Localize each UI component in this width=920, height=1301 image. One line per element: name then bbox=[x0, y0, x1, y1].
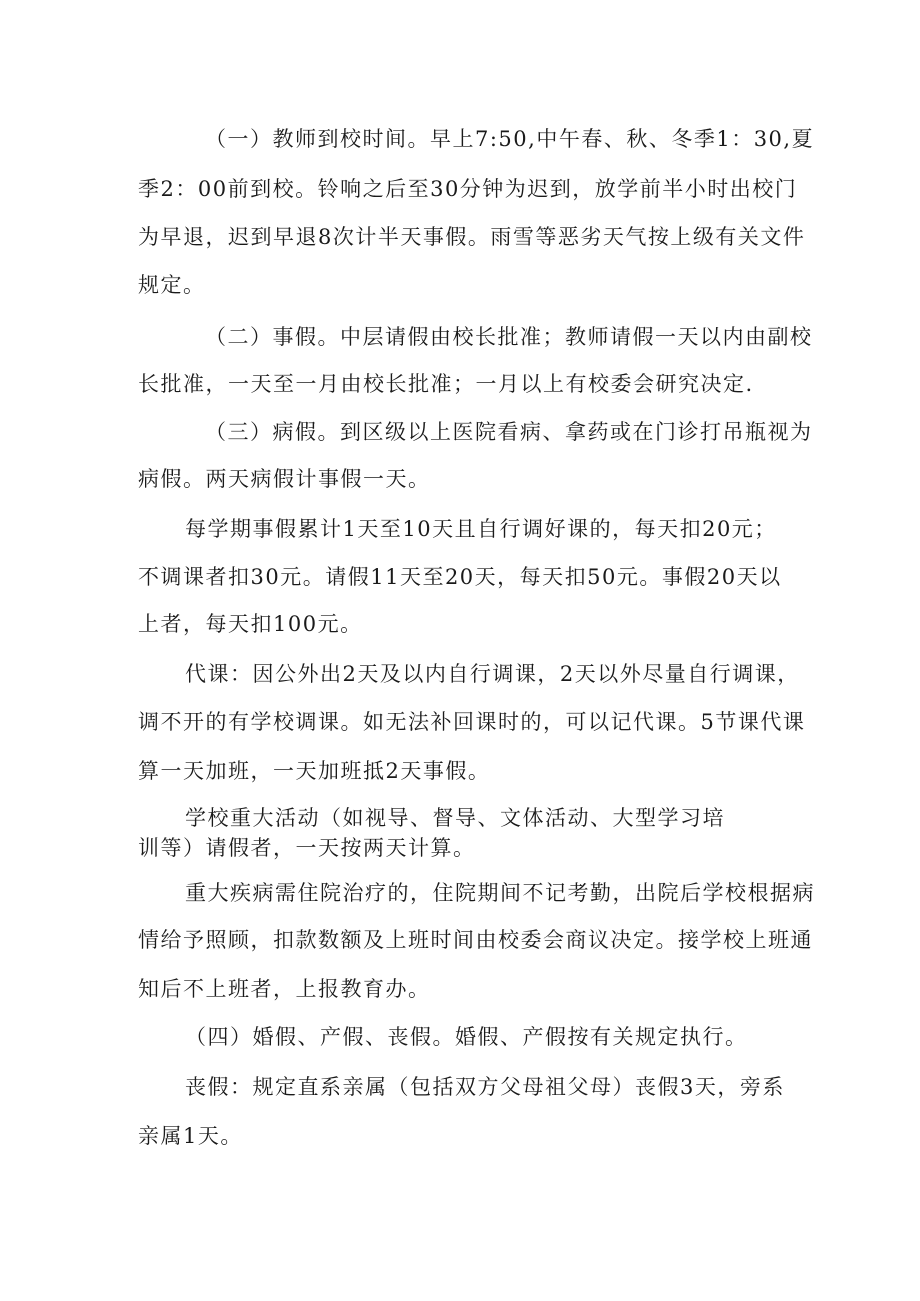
paragraph-line: 丧假：规定直系亲属（包括双方父母祖父母）丧假3天，旁系 bbox=[185, 1075, 785, 1099]
paragraph-line: 季2：00前到校。铃响之后至30分钟为迟到，放学前半小时出校门 bbox=[138, 177, 798, 201]
paragraph-line: （三）病假。到区级以上医院看病、拿药或在门诊打吊瓶视为 bbox=[205, 420, 813, 444]
paragraph-line: 为早退，迟到早退8次计半天事假。雨雪等恶劣天气按上级有关文件 bbox=[138, 225, 806, 249]
paragraph-line: 病假。两天病假计事假一天。 bbox=[138, 467, 431, 491]
paragraph-line: 学校重大活动（如视导、督导、文体活动、大型学习培 bbox=[185, 806, 725, 830]
paragraph-line: 重大疾病需住院治疗的，住院期间不记考勤，出院后学校根据病 bbox=[185, 881, 815, 905]
paragraph-line: 代课：因公外出2天及以内自行调课，2天以外尽量自行调课， bbox=[185, 662, 800, 686]
paragraph-line: 上者，每天扣100元。 bbox=[138, 612, 363, 636]
paragraph-line: （四）婚假、产假、丧假。婚假、产假按有关规定执行。 bbox=[185, 1025, 748, 1049]
paragraph-line: 算一天加班，一天加班抵2天事假。 bbox=[138, 759, 491, 783]
paragraph-line: 每学期事假累计1天至10天且自行调好课的，每天扣20元； bbox=[185, 517, 777, 541]
paragraph-line: 调不开的有学校调课。如无法补回课时的，可以记代课。5节课代课 bbox=[138, 710, 806, 734]
paragraph-line: 训等）请假者，一天按两天计算。 bbox=[138, 836, 476, 860]
paragraph-line: 长批准，一天至一月由校长批准；一月以上有校委会研究决定. bbox=[138, 372, 754, 396]
paragraph-line: 规定。 bbox=[138, 273, 206, 297]
paragraph-line: 亲属1天。 bbox=[138, 1124, 243, 1148]
paragraph-line: 不调课者扣30元。请假11天至20天，每天扣50元。事假20天以 bbox=[138, 565, 782, 589]
paragraph-line: （一）教师到校时间。早上7:50,中午春、秋、冬季1：30,夏 bbox=[205, 127, 815, 151]
paragraph-line: （二）事假。中层请假由校长批准；教师请假一天以内由副校 bbox=[205, 325, 813, 349]
paragraph-line: 情给予照顾，扣款数额及上班时间由校委会商议决定。接学校上班通 bbox=[138, 928, 813, 952]
paragraph-line: 知后不上班者，上报教育办。 bbox=[138, 977, 431, 1001]
